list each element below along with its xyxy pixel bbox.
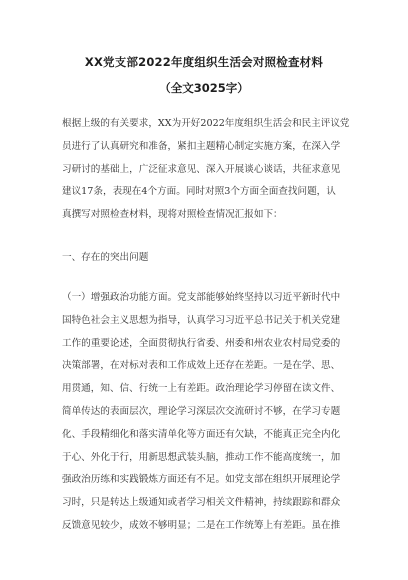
paragraph-line: 简单传达的表面层次，理论学习深层次交流研讨不够，在学习专题 (62, 405, 341, 417)
paragraph-line: 建议17条，表现在4个方面。同时对照3个方面全面查找问题，认 (62, 186, 336, 198)
paragraph-line: （一）增强政治功能方面。党支部能够始终坚持以习近平新时代中 (62, 292, 341, 303)
paragraph-line: 工作的重要论述，全面贯彻执行省委、州委和州农业农村局党委的 (62, 337, 341, 349)
section-heading: 一、存在的突出问题 (62, 252, 149, 263)
paragraph-line: 根据上级的有关要求，XX为开好2022年度组织生活会和民主评议党 (62, 118, 350, 129)
paragraph-line: 习时，只是转达上级通知或者学习相关文件精神，持续跟踪和群众 (62, 497, 341, 509)
paragraph-line: 习研讨的基础上，广泛征求意见、深入开展谈心谈话，共征求意见 (62, 163, 341, 175)
paragraph-line: 反馈意见较少，成效不够明显；二是在工作统筹上有差距。虽在推 (62, 519, 341, 531)
document-title: XX党支部2022年度组织生活会对照检查材料 (84, 55, 324, 69)
paragraph-line: 于心、外化于行，用新思想武装头脑，推动工作不能高度统一，加 (62, 451, 341, 463)
paragraph-line: 国特色社会主义思想为指导，认真学习习近平总书记关于机关党建 (62, 314, 341, 326)
document-subtitle: （全文3025字） (159, 81, 249, 95)
paragraph-line: 强政治历练和实践锻炼方面还有不足。如党支部在组织开展理论学 (62, 474, 341, 486)
paragraph-line: 化、手段精细化和落实清单化等方面还有欠缺，不能真正完全内化 (62, 428, 341, 440)
intro-paragraph (62, 113, 352, 227)
paragraph-line: 用贯通，知、信、行统一上有差距。政治理论学习停留在读文件、 (62, 383, 341, 395)
paragraph-line: 真撰写对照检查材料，现将对照检查情况汇报如下： (62, 209, 283, 221)
paragraph-line: 员进行了认真研究和准备，紧扣主题精心制定实施方案，在深入学 (62, 140, 341, 152)
paragraph-line: 决策部署，在对标对表和工作成效上还存在差距。一是在学、思、 (62, 360, 341, 372)
body-paragraph (62, 287, 352, 538)
